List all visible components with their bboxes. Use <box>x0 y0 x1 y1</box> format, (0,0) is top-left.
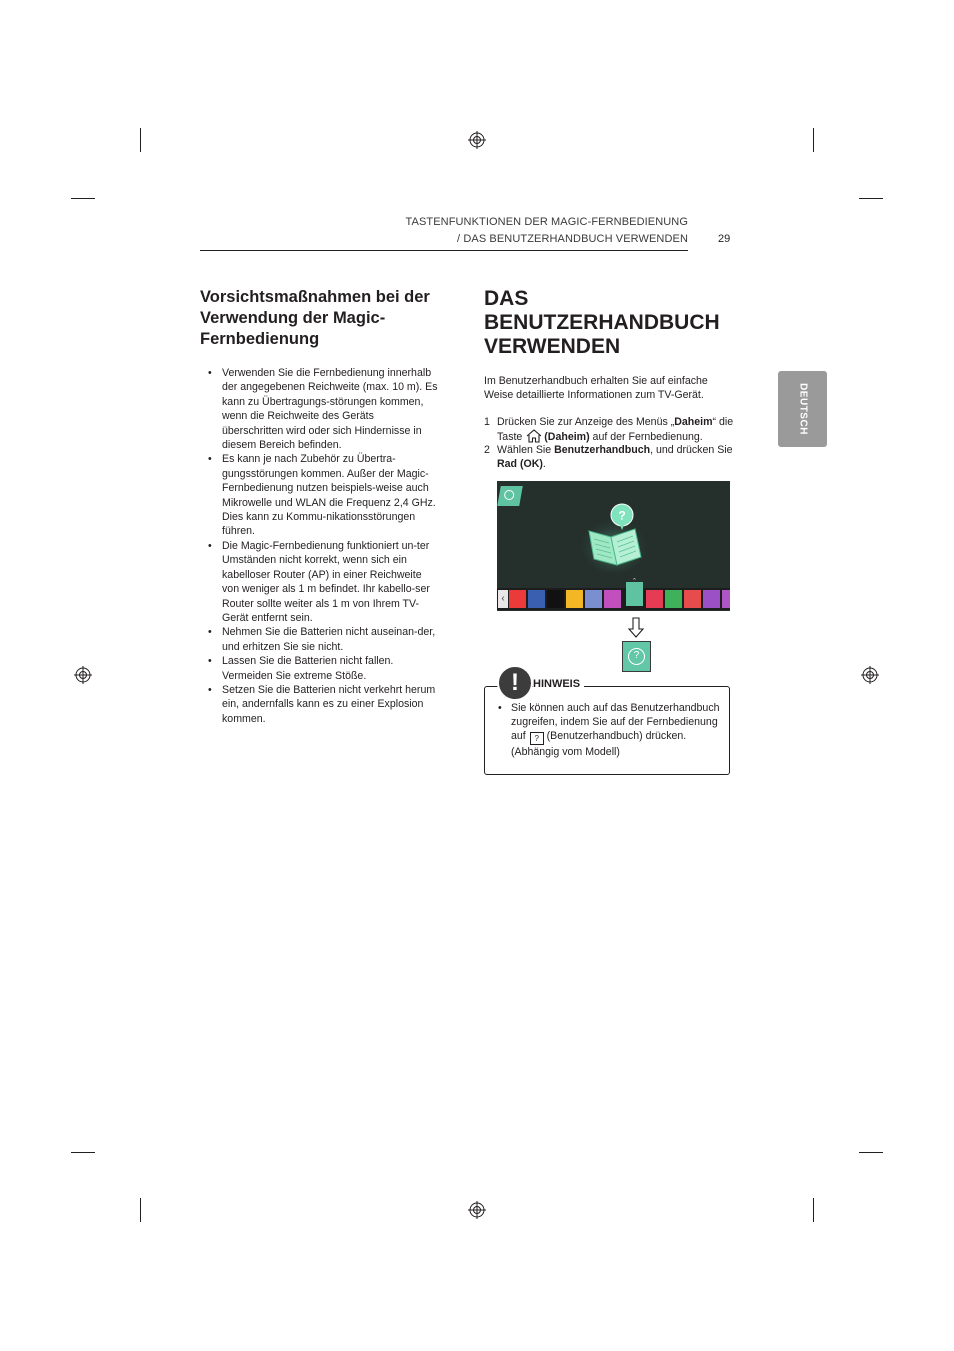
step-text: auf der Fernbedienung. <box>589 431 703 443</box>
home-icon <box>526 429 542 443</box>
user-guide-heading: DAS BENUTZERHANDBUCH VERWENDEN <box>484 287 720 358</box>
crop-mark <box>140 128 141 152</box>
crop-mark <box>71 198 95 199</box>
crop-mark <box>140 1198 141 1222</box>
app-tile <box>604 590 621 608</box>
precautions-list <box>206 366 438 726</box>
registration-mark-icon <box>468 131 486 149</box>
intro-paragraph: Im Benutzerhandbuch erhalten Sie auf einfache Weise detaillierte Informationen zum TV-Gerät. <box>484 375 708 401</box>
launcher-bar <box>497 588 730 610</box>
app-tile <box>646 590 663 608</box>
list-item: • Setzen Sie die Batterien nicht verkehrt herum ein, andernfalls kann es zu einer Explosion kommen. <box>206 683 438 726</box>
app-tile <box>684 590 701 608</box>
svg-text:?: ? <box>618 508 626 523</box>
step-text: , und drücken Sie <box>650 444 733 456</box>
list-item: • Die Magic-Fernbedienung funktioniert un-ter Umständen nicht korrekt, wenn sich ein kabelloser Router (AP) in einer Reichweite von weniger als 1 m befindet. Ihr kabello-ser Router sollte weiter als 1 m von Ihrem TV-Gerät entfernt sein. <box>206 539 438 625</box>
registration-mark-icon <box>861 666 879 684</box>
step-text: Wählen Sie <box>497 444 555 456</box>
help-tile-icon: ? <box>622 641 651 672</box>
help-tile-active <box>626 582 643 606</box>
step-number: 2 <box>484 444 490 456</box>
list-item: • Es kann je nach Zubehör zu Übertra-gungsstörungen kommen. Außer der Magic-Fernbedienung nutzen beispiels-weise auch Mikrowelle und WLAN die Frequenz 2,4 GHz. Dies kann zu Kommu-nikationsstörungen führen. <box>206 452 438 538</box>
list-item: • Nehmen Sie die Batterien nicht auseinan-der, und erhitzen Sie sie nicht. <box>206 625 438 654</box>
question-bubble-icon <box>610 503 634 531</box>
language-tab <box>778 371 827 447</box>
app-tile <box>547 590 564 608</box>
note-list <box>498 701 724 759</box>
app-tile <box>703 590 720 608</box>
button-name: Rad (OK) <box>497 458 543 470</box>
crop-mark <box>859 1152 883 1153</box>
app-tile <box>585 590 602 608</box>
tv-screen-illustration <box>497 481 730 611</box>
help-key-icon: ? <box>530 732 544 745</box>
crop-mark <box>813 128 814 152</box>
header-divider <box>200 250 688 251</box>
step-text: “ die Taste <box>497 416 734 443</box>
crop-mark <box>813 1198 814 1222</box>
app-tile <box>509 590 526 608</box>
crop-mark <box>859 198 883 199</box>
note-text: (Benutzerhandbuch) drücken. (Abhängig vom Modell) <box>511 730 687 758</box>
precautions-heading: Vorsichtsmaßnahmen bei der Verwendung der Magic-Fernbedienung <box>200 288 430 348</box>
note-text: Sie können auch auf das Benutzerhandbuch zugreifen, indem Sie auf der Fernbedienung auf <box>511 702 720 742</box>
crop-mark <box>71 1152 95 1153</box>
app-tile <box>722 590 730 608</box>
menu-item-name: Benutzerhandbuch <box>554 444 651 456</box>
registration-mark-icon <box>74 666 92 684</box>
step-number: 1 <box>484 416 490 428</box>
list-item <box>498 701 724 759</box>
app-tile <box>665 590 682 608</box>
step-2 <box>484 443 736 471</box>
page-number: 29 <box>718 233 731 245</box>
app-tile <box>528 590 545 608</box>
running-header-line2: / DAS BENUTZERHANDBUCH VERWENDEN <box>457 233 688 245</box>
chevron-left-icon: ‹ <box>498 590 508 608</box>
help-badge-icon <box>497 486 523 506</box>
step-1 <box>484 415 736 444</box>
running-header-line1: TASTENFUNKTIONEN DER MAGIC-FERNBEDIENUNG <box>405 216 688 228</box>
app-tile <box>566 590 583 608</box>
step-text: Drücken Sie zur Anzeige des Menüs „ <box>497 416 675 428</box>
step-text: . <box>542 458 546 470</box>
language-tab-label: DEUTSCH <box>797 383 808 435</box>
menu-name: Daheim <box>674 416 713 428</box>
button-name: (Daheim) <box>544 431 590 443</box>
arrow-down-icon <box>627 617 645 639</box>
registration-mark-icon <box>468 1201 486 1219</box>
exclamation-icon: ! <box>497 665 533 701</box>
list-item: • Verwenden Sie die Fernbedienung innerhalb der angegebenen Reichweite (max. 10 m). Es kann zu Übertragungs-störungen kommen, wenn die Reichweite des Geräts überschritten wird oder sich Hindernisse in diesem Bereich befinden. <box>206 366 438 452</box>
list-item: • Lassen Sie die Batterien nicht fallen. Vermeiden Sie extreme Stöße. <box>206 654 438 683</box>
note-label: HINWEIS <box>533 678 584 690</box>
